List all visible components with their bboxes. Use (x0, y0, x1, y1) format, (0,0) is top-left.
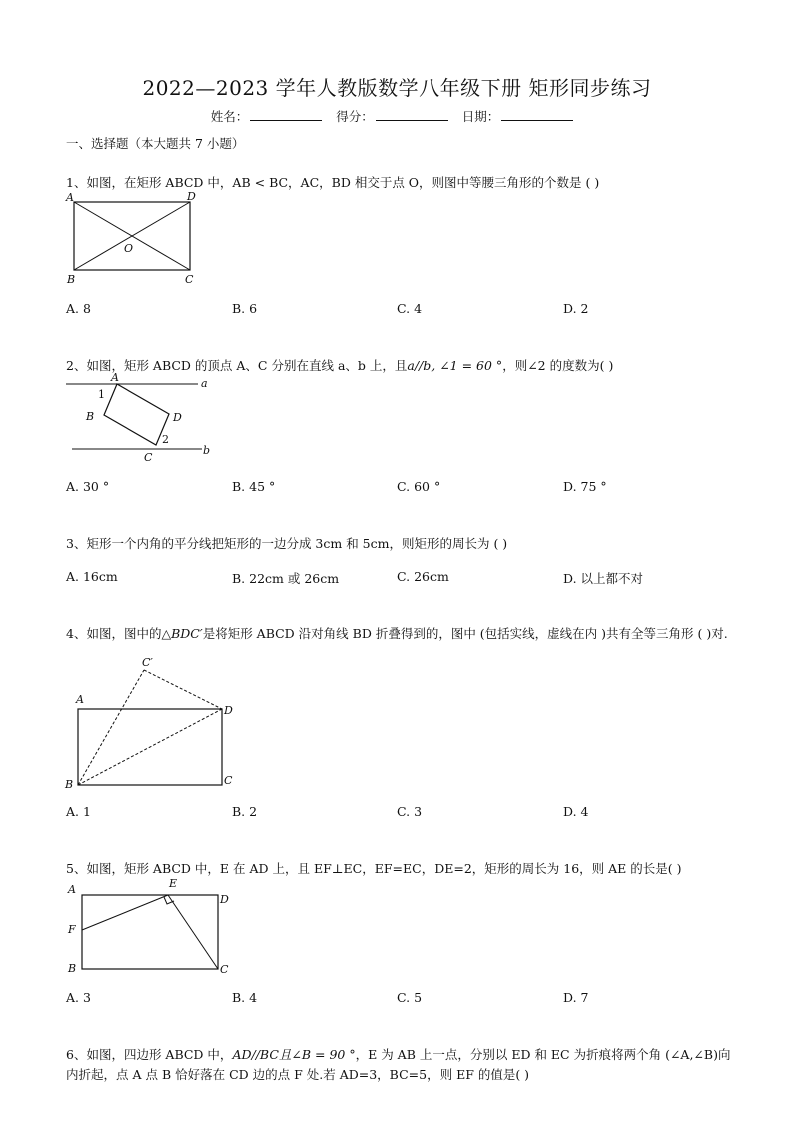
page-title: 2022—2023 学年人教版数学八年级下册 矩形同步练习 (142, 76, 652, 100)
question-4-figure (62, 655, 242, 795)
option-d[interactable]: D. 2 (563, 301, 589, 316)
question-5-figure (62, 874, 242, 980)
label-b: B (67, 273, 76, 286)
option-a[interactable]: A. 8 (66, 301, 91, 316)
option-c[interactable]: C. 5 (397, 990, 423, 1005)
label-f: F (68, 923, 76, 936)
label-line-b: b (203, 444, 211, 457)
question-6-math: AD//BC且∠B = 90 ° (232, 1047, 356, 1062)
name-label: 姓名： (210, 109, 249, 124)
label-a: A (68, 883, 76, 896)
option-d[interactable]: D. 7 (563, 990, 589, 1005)
fold-edge-c-prime-d (144, 670, 222, 709)
question-4-math: △BDC′ (161, 626, 203, 641)
label-a: A (66, 191, 74, 204)
label-c: C (185, 273, 194, 286)
option-b[interactable]: B. 4 (232, 990, 258, 1005)
question-6-text-a: 6、如图，四边形 ABCD 中， (66, 1047, 233, 1062)
question-1-figure (60, 190, 220, 290)
option-c[interactable]: C. 3 (397, 804, 423, 819)
date-label: 日期： (461, 109, 500, 124)
option-b[interactable]: B. 22cm 或 26cm (232, 571, 340, 586)
option-d[interactable]: D. 75 ° (563, 479, 607, 494)
label-a: A (111, 371, 119, 384)
angle-1-label: 1 (98, 388, 105, 401)
label-d: D (220, 893, 229, 906)
date-blank[interactable] (501, 108, 573, 121)
student-info-line (0, 107, 794, 125)
option-a[interactable]: A. 30 ° (66, 479, 110, 494)
question-4-text-b: 是将矩形 ABCD 沿对角线 BD 折叠得到的，图中 (包括实线，虚线在内 )共有全等三角形 ( )对. (202, 626, 728, 641)
label-b: B (68, 962, 77, 975)
label-c: C (144, 451, 153, 464)
label-a: A (76, 693, 84, 706)
score-label: 得分： (336, 109, 374, 124)
question-2-text-b: ，则∠2 的度数为( ) (502, 358, 614, 373)
option-a[interactable]: A. 16cm (66, 569, 118, 584)
option-a[interactable]: A. 3 (66, 990, 91, 1005)
option-c[interactable]: C. 60 ° (397, 479, 441, 494)
angle-2-label: 2 (162, 433, 169, 446)
question-1-text: 1、如图，在矩形 ABCD 中，AB < BC，AC，BD 相交于点 O，则图中等腰三角形的个数是 ( ) (66, 175, 600, 190)
section-heading: 一、选择题（本大题共 7 小题） (66, 136, 245, 151)
question-6-text-b: ，E 为 AB 上一点，分别以 ED 和 EC 为折痕将两个角 (∠A,∠B)向内折起，点 A 点 B 恰好落在 CD 边的点 F 处.若 AD=3，BC=5，则 EF 的值是( ) (66, 1047, 731, 1082)
label-d: D (224, 704, 233, 717)
question-4-text-a: 4、如图，图中的 (66, 626, 162, 641)
option-b[interactable]: B. 6 (232, 301, 258, 316)
right-angle-mark (164, 897, 174, 904)
rectangle-abcd (104, 384, 169, 445)
option-d[interactable]: D. 4 (563, 804, 589, 819)
option-c[interactable]: C. 4 (397, 301, 423, 316)
score-blank[interactable] (376, 108, 448, 121)
question-2-text-a: 2、如图，矩形 ABCD 的顶点 A、C 分别在直线 a、b 上，且 (66, 358, 408, 373)
option-a[interactable]: A. 1 (66, 804, 91, 819)
rectangle-abcd (82, 895, 218, 969)
question-5-text: 5、如图，矩形 ABCD 中，E 在 AD 上，且 EF⊥EC，EF=EC，DE=2，矩形的周长为 16，则 AE 的长是( ) (66, 861, 682, 876)
label-c-prime: C′ (142, 656, 153, 669)
label-d: D (173, 411, 182, 424)
question-2-figure (62, 370, 222, 466)
diagonal-bd (78, 709, 222, 785)
label-b: B (65, 778, 74, 791)
question-2-math: a//b, ∠1 = 60 ° (407, 358, 503, 373)
segment-ec (168, 895, 218, 969)
label-line-a: a (201, 377, 208, 390)
question-4-text (66, 624, 736, 644)
label-o: O (124, 242, 134, 255)
segment-fe (82, 895, 168, 930)
label-b: B (86, 410, 95, 423)
name-blank[interactable] (250, 108, 322, 121)
option-b[interactable]: B. 2 (232, 804, 258, 819)
question-6-text (66, 1045, 736, 1085)
label-c: C (224, 774, 233, 787)
option-d[interactable]: D. 以上都不对 (563, 571, 644, 586)
label-c: C (220, 963, 229, 976)
option-c[interactable]: C. 26cm (397, 569, 449, 584)
label-e: E (169, 877, 178, 890)
option-b[interactable]: B. 45 ° (232, 479, 276, 494)
label-d: D (187, 190, 196, 203)
question-3-text: 3、矩形一个内角的平分线把矩形的一边分成 3cm 和 5cm，则矩形的周长为 ( ) (66, 536, 508, 551)
